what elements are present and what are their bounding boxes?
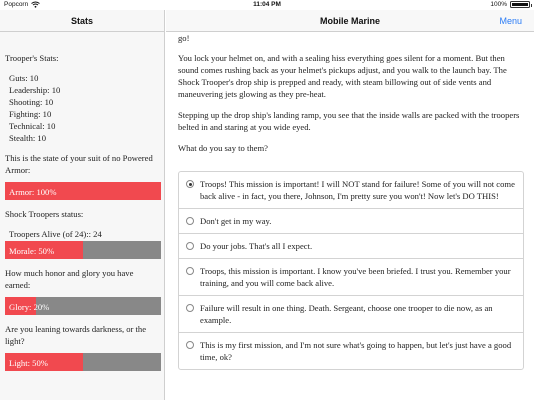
shock-status: Shock Troopers status: bbox=[5, 209, 84, 219]
choice-list bbox=[178, 171, 524, 370]
story-paragraph: go! bbox=[178, 33, 190, 43]
carrier-label: Popcorn bbox=[4, 1, 29, 8]
stat-fighting: Fighting: 10 bbox=[9, 109, 52, 119]
story-paragraph: Stepping up the drop ship's landing ramp, you see that the inside walls are packed with the troopers belted in and staring at you wide eyed. bbox=[178, 110, 520, 132]
glory-bar bbox=[5, 297, 161, 315]
stats-heading: Trooper's Stats: bbox=[5, 53, 59, 63]
choice-text: Don't get in my way. bbox=[200, 216, 272, 226]
stats-list bbox=[5, 72, 159, 144]
choice-option[interactable] bbox=[179, 234, 523, 259]
choice-option[interactable] bbox=[179, 333, 523, 369]
radio-icon[interactable] bbox=[186, 304, 194, 312]
story-prompt: What do you say to them? bbox=[178, 143, 268, 153]
stats-content bbox=[0, 52, 164, 371]
armor-bar-label: Armor: 100% bbox=[9, 187, 57, 197]
stat-stealth: Stealth: 10 bbox=[9, 133, 46, 143]
radio-selected-icon[interactable] bbox=[186, 180, 194, 188]
radio-icon[interactable] bbox=[186, 341, 194, 349]
clock: 11:04 PM bbox=[253, 1, 281, 8]
stat-technical: Technical: 10 bbox=[9, 121, 56, 131]
choice-text: Failure will result in one thing. Death. Sergeant, choose one trooper to die now, as an example. bbox=[200, 303, 493, 325]
choice-option[interactable] bbox=[179, 296, 523, 333]
stats-navbar bbox=[0, 10, 164, 32]
battery-percent: 100% bbox=[490, 1, 507, 8]
troopers-alive: Troopers Alive (of 24):: 24 bbox=[9, 229, 102, 239]
story-paragraph: You lock your helmet on, and with a sealing hiss everything goes silent for a moment. But then sound comes rushing back as your helmet's pickups adjust, and you walk to the launch bay. The Shock Trooper's drop ship is prepped and ready, with steam billowing out of side vents and maneuvering jets glowing as they pre-heat. bbox=[178, 53, 507, 99]
story-navbar bbox=[166, 10, 534, 32]
choice-option[interactable] bbox=[179, 259, 523, 296]
story-content bbox=[166, 32, 534, 154]
radio-icon[interactable] bbox=[186, 217, 194, 225]
morale-bar-label: Morale: 50% bbox=[9, 246, 55, 256]
story-pane[interactable] bbox=[166, 10, 534, 400]
menu-button[interactable]: Menu bbox=[499, 16, 522, 26]
armor-text: This is the state of your suit of no Powered Armor: bbox=[5, 153, 153, 175]
honor-text: How much honor and glory you have earned: bbox=[5, 268, 134, 290]
armor-bar bbox=[5, 182, 161, 200]
stats-title: Stats bbox=[70, 15, 93, 26]
light-bar bbox=[5, 353, 161, 371]
story-title: Mobile Marine bbox=[319, 15, 380, 26]
radio-icon[interactable] bbox=[186, 242, 194, 250]
choice-text: Do your jobs. That's all I expect. bbox=[200, 241, 313, 251]
darkness-text: Are you leaning towards darkness, or the light? bbox=[5, 324, 147, 346]
status-right bbox=[490, 1, 530, 8]
radio-icon[interactable] bbox=[186, 267, 194, 275]
stat-shooting: Shooting: 10 bbox=[9, 97, 54, 107]
stat-guts: Guts: 10 bbox=[9, 73, 39, 83]
stats-pane[interactable] bbox=[0, 10, 165, 400]
stat-leadership: Leadership: 10 bbox=[9, 85, 61, 95]
battery-icon bbox=[510, 1, 530, 8]
choice-option[interactable] bbox=[179, 209, 523, 234]
choice-text: Troops! This mission is important! I will NOT stand for failure! Some of you will not come back alive - in fact, you there, Johnson, I'm pretty sure you won't! Now let's DO THIS! bbox=[200, 179, 515, 201]
choice-text: This is my first mission, and I'm not sure what's going to happen, but let's just have a good time, ok? bbox=[200, 340, 512, 362]
choice-text: Troops, this mission is important. I know you've been briefed. I trust you. Remember your training, and you will come back alive. bbox=[200, 266, 511, 288]
choice-option[interactable] bbox=[179, 172, 523, 209]
light-bar-label: Light: 50% bbox=[9, 358, 48, 368]
glory-bar-label: Glory: 20% bbox=[9, 302, 50, 312]
morale-bar bbox=[5, 241, 161, 259]
status-bar bbox=[0, 0, 534, 10]
